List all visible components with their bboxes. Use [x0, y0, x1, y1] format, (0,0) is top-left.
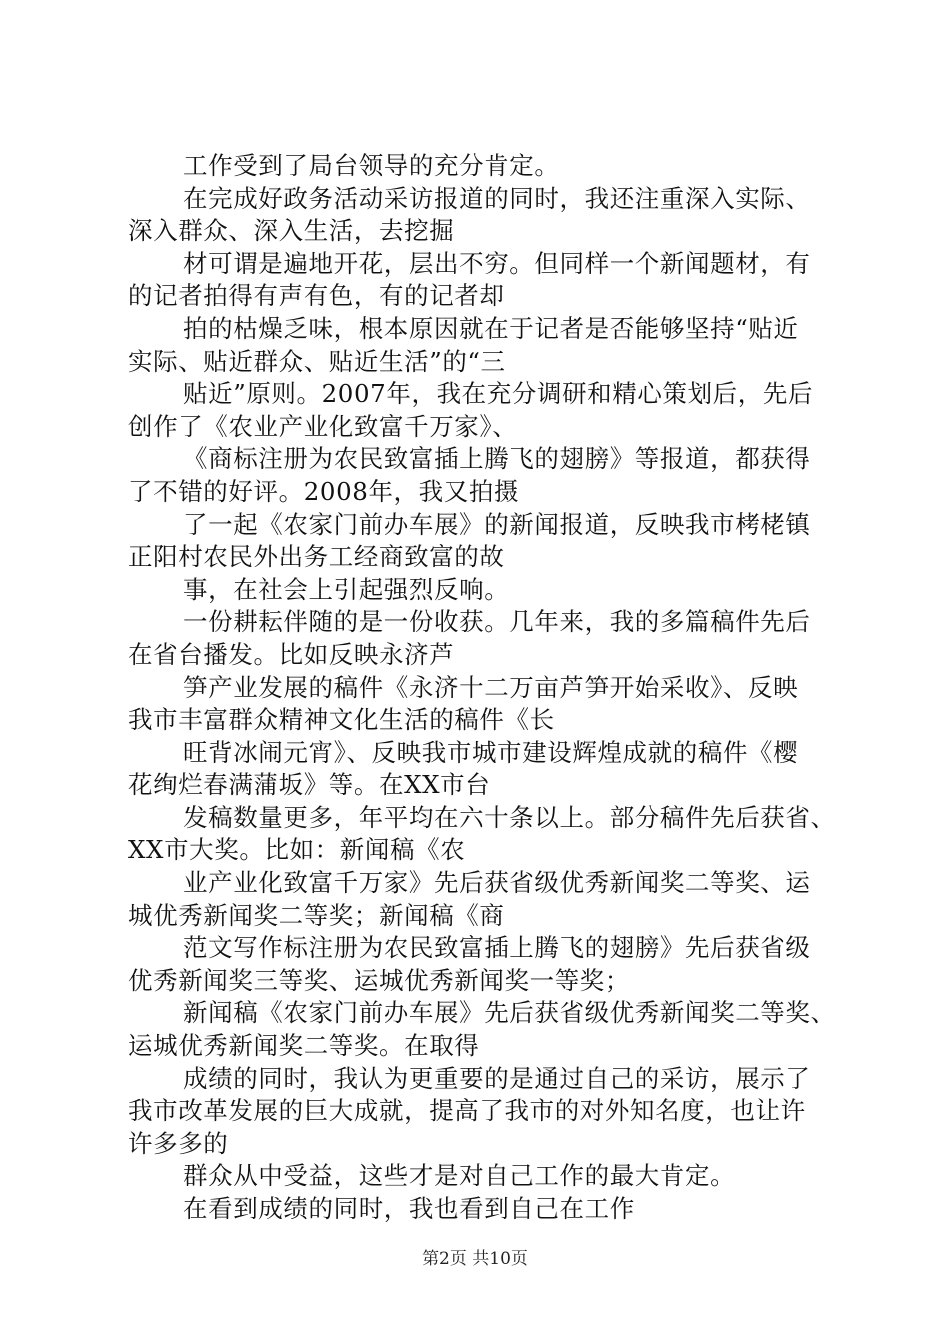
text-line: 创作了《农业产业化致富千万家》、	[128, 411, 518, 441]
text-line: 深入群众、深入生活，去挖掘	[128, 216, 455, 246]
text-line: 工作受到了局台领导的充分肯定。	[183, 151, 560, 180]
text-line: 在看到成绩的同时，我也看到自己在工作	[183, 1194, 635, 1223]
text-line: 《商标注册为农民致富插上腾飞的翅膀》等报道，都获得	[183, 444, 811, 474]
text-line: 运城优秀新闻奖二等奖。在取得	[128, 1031, 480, 1061]
text-line: 范文写作标注册为农民致富插上腾飞的翅膀》先后获省级	[183, 933, 811, 963]
text-line: 许多多的	[128, 1128, 229, 1158]
text-line: 了不错的好评。2008年，我又拍摄	[128, 476, 520, 506]
text-line: 群众从中受益，这些才是对自己工作的最大肯定。	[183, 1161, 736, 1191]
text-line: 事，在社会上引起强烈反响。	[183, 574, 510, 604]
text-line: 实际、贴近群众、贴近生活”的“三	[128, 346, 506, 376]
text-line: 发稿数量更多，年平均在六十条以上。部分稿件先后获省、	[183, 802, 836, 832]
text-line: 拍的枯燥乏味，根本原因就在于记者是否能够坚持“贴近	[183, 313, 799, 343]
text-line: 的记者拍得有声有色，有的记者却	[128, 281, 505, 311]
text-line: 我市丰富群众精神文化生活的稿件《长	[128, 705, 555, 735]
text-line: 一份耕耘伴随的是一份收获。几年来，我的多篇稿件先后	[183, 607, 811, 637]
text-line: 新闻稿《农家门前办车展》先后获省级优秀新闻奖二等奖、	[183, 998, 836, 1028]
text-line: 笋产业发展的稿件《永济十二万亩芦笋开始采收》、反映	[183, 672, 799, 702]
text-line: 正阳村农民外出务工经商致富的故	[128, 542, 505, 572]
text-line: 在完成好政务活动采访报道的同时，我还注重深入实际、	[183, 183, 811, 213]
text-line: 优秀新闻奖三等奖、运城优秀新闻奖一等奖；	[128, 965, 630, 995]
text-line: 材可谓是遍地开花，层出不穷。但同样一个新闻题材，有	[183, 248, 811, 278]
text-line: 业产业化致富千万家》先后获省级优秀新闻奖二等奖、运	[183, 868, 811, 898]
text-line: 了一起《农家门前办车展》的新闻报道，反映我市栲栳镇	[183, 509, 811, 539]
text-line: 在省台播发。比如反映永济芦	[128, 639, 455, 669]
text-line: 我市改革发展的巨大成就，提高了我市的对外知名度，也让许	[128, 1096, 806, 1126]
text-line: 花绚烂春满蒲坂》等。在XX市台	[128, 770, 491, 800]
text-line: 旺背冰闹元宵》、反映我市城市建设辉煌成就的稿件《樱	[183, 737, 799, 767]
text-line: 成绩的同时，我认为更重要的是通过自己的采访，展示了	[183, 1063, 811, 1093]
text-line: XX市大奖。比如：新闻稿《农	[128, 835, 466, 865]
document-body	[128, 150, 838, 1226]
text-line: 城优秀新闻奖二等奖；新闻稿《商	[128, 900, 505, 930]
text-line: 贴近”原则。2007年，我在充分调研和精心策划后，先后	[183, 379, 814, 409]
page-number-footer: 第2页 共10页	[422, 1249, 528, 1269]
